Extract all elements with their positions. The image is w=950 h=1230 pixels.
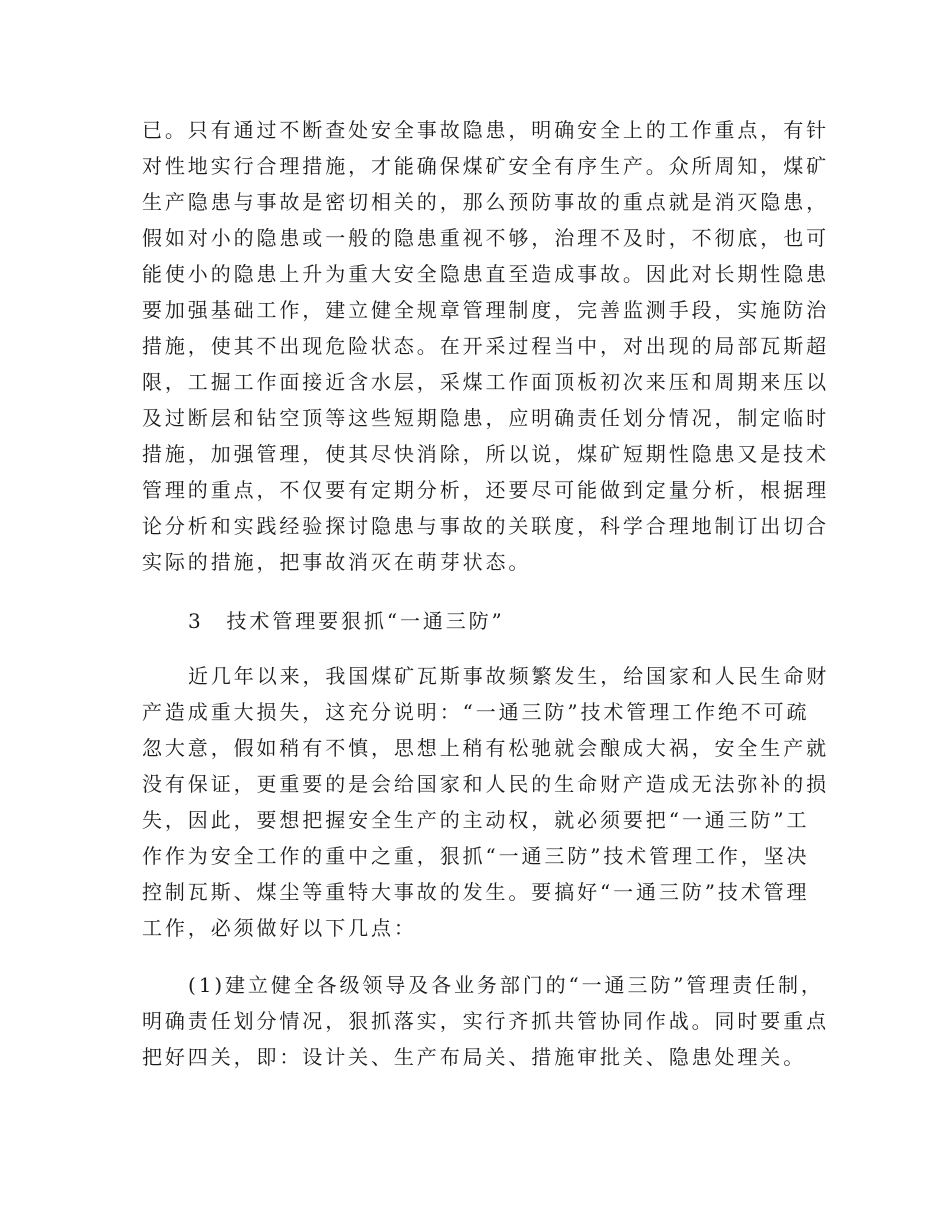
text-line: 生产隐患与事故是密切相关的，那么预防事故的重点就是消灭隐患， [142, 190, 829, 214]
text-line: 要加强基础工作，建立健全规章管理制度，完善监测手段，实施防治 [142, 298, 829, 322]
text-line: 明确责任划分情况，狠抓落实，实行齐抓共管协同作战。同时要重点 [142, 1009, 829, 1033]
text-line: 忽大意，假如稍有不慎，思想上稍有松驰就会酿成大祸，安全生产就 [142, 736, 829, 760]
text-line: 限，工掘工作面接近含水层，采煤工作面顶板初次来压和周期来压以 [142, 370, 829, 394]
text-line: 论分析和实践经验探讨隐患与事故的关联度，科学合理地制订出切合 [142, 514, 829, 538]
text-line: 没有保证，更重要的是会给国家和人民的生命财产造成无法弥补的损 [142, 772, 829, 796]
text-line: 对性地实行合理措施，才能确保煤矿安全有序生产。众所周知，煤矿 [142, 154, 829, 178]
text-line: 假如对小的隐患或一般的隐患重视不够，治理不及时，不彻底，也可 [142, 226, 829, 250]
text-line: 管理的重点，不仅要有定期分析，还要尽可能做到定量分析，根据理 [142, 478, 829, 502]
text-line: 产造成重大损失，这充分说明：“一通三防”技术管理工作绝不可疏 [142, 700, 810, 724]
text-line: 已。只有通过不断查处安全事故隐患，明确安全上的工作重点，有针 [142, 118, 829, 142]
text-line: 把好四关，即：设计关、生产布局关、措施审批关、隐患处理关。 [142, 1045, 807, 1069]
text-line: 能使小的隐患上升为重大安全隐患直至造成事故。因此对长期性隐患 [142, 262, 829, 286]
text-line: 工作，必须做好以下几点： [142, 916, 417, 940]
text-line: (1)建立健全各级领导及各业务部门的“一通三防”管理责任制， [188, 973, 824, 997]
text-line: 措施，使其不出现危险状态。在开采过程当中，对出现的局部瓦斯超 [142, 334, 829, 358]
section-heading: 3 技术管理要狠抓“一通三防” [188, 609, 505, 633]
text-line: 及过断层和钻空顶等这些短期隐患，应明确责任划分情况，制定临时 [142, 406, 829, 430]
text-line: 作作为安全工作的重中之重，狠抓“一通三防”技术管理工作，坚决 [142, 844, 810, 868]
text-line: 控制瓦斯、煤尘等重特大事故的发生。要搞好“一通三防”技术管理 [142, 880, 810, 904]
text-line: 措施，加强管理，使其尽快消除，所以说，煤矿短期性隐患又是技术 [142, 442, 829, 466]
text-line: 实际的措施，把事故消灭在萌芽状态。 [142, 550, 532, 574]
text-line: 近几年以来，我国煤矿瓦斯事故频繁发生，给国家和人民生命财 [188, 664, 830, 688]
text-line: 失，因此，要想把握安全生产的主动权，就必须要把“一通三防”工 [142, 808, 810, 832]
